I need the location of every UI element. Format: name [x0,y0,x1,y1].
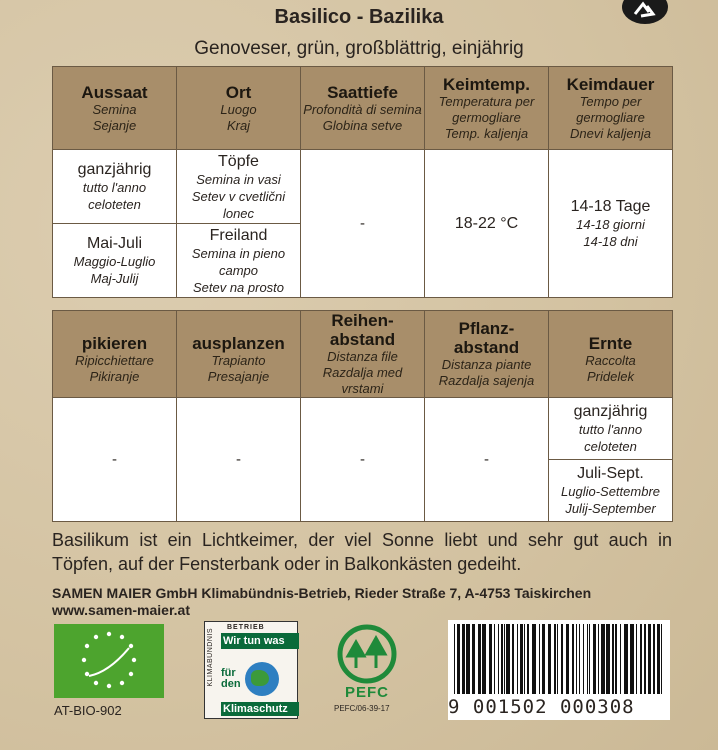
header-pikieren: pikieren Ripicchiettare Pikiranje [53,311,177,398]
cell-keimdauer: 14-18 Tage 14-18 giorni 14-18 dni [549,150,673,298]
cell-keimtemp: 18-22 °C [425,150,549,298]
header-keimdauer: Keimdauer Tempo per germogliare Dnevi kaljenja [549,67,673,150]
header-ernte: Ernte Raccolta Pridelek [549,311,673,398]
cell-ernte-2: Juli-Sept. Luglio-Settembre Julij-September [549,460,673,522]
pefc-trees-icon [334,624,400,684]
sowing-table [52,66,673,298]
cell-saattiefe: - [301,150,425,298]
klima-top-text: Wir tun was [221,633,299,649]
eu-organic-leaf-icon [54,624,164,698]
cell-pflanzabstand: - [425,398,549,522]
cell-auspflanzen: - [177,398,301,522]
description-text: Basilikum ist ein Lichtkeimer, der viel Sonne liebt und sehr gut auch in Töpfen, auf der Fensterbank oder in Balkonkästen gedeiht. [52,530,672,574]
klimabuendnis-logo [204,621,298,719]
page-title: Basilico - Bazilika [274,6,444,28]
cell-pikieren: - [53,398,177,522]
klima-betrieb-text: BETRIEB [227,624,265,631]
header-reihenabstand: Reihen-abstand Distanza file Razdalja med vrstami [301,311,425,398]
klima-bottom-text: Klimaschutz [221,702,299,716]
website-link[interactable]: www.samen-maier.at [52,602,190,618]
planting-table [52,310,673,522]
cell-aussaat-2: Mai-Juli Maggio-Luglio Maj-Julij [53,224,177,298]
header-aussaat: Aussaat Semina Sejanje [53,67,177,150]
globe-icon [245,662,279,696]
klima-side-text: KLIMABÜNDNIS [207,628,214,687]
header-pflanzabstand: Pflanz-abstand Distanza piante Razdalja sajenja [425,311,549,398]
pefc-wordmark: PEFC [344,684,389,701]
eu-organic-code: AT-BIO-902 [54,703,122,718]
header-ort: Ort Luogo Kraj [177,67,301,150]
company-address: SAMEN MAIER GmbH Klimabündnis-Betrieb, Rieder Straße 7, A-4753 Taiskirchen [52,585,592,601]
barcode-digits: 9 001502 000308 [448,696,635,718]
header-saattiefe: Saattiefe Profondità di semina Globina setve [301,67,425,150]
header-auspflanzen: ausplanzen Trapianto Presajanje [177,311,301,398]
cell-ernte-1: ganzjährig tutto l'anno celoteten [549,398,673,460]
pefc-logo [334,624,400,713]
pefc-code: PEFC/06-39-17 [334,704,390,713]
page-subtitle: Genoveser, grün, großblättrig, einjährig [194,38,524,59]
cell-reihenabstand: - [301,398,425,522]
cell-aussaat-1: ganzjährig tutto l'anno celoteten [53,150,177,224]
cell-ort-1: Töpfe Semina in vasi Setev v cvetlični lonec [177,150,301,224]
barcode [448,620,670,720]
header-keimtemp: Keimtemp. Temperatura per germogliare Temp. kaljenja [425,67,549,150]
klima-fuer-text: für den [221,667,241,690]
cell-ort-2: Freiland Semina in pieno campo Setev na prosto [177,224,301,298]
